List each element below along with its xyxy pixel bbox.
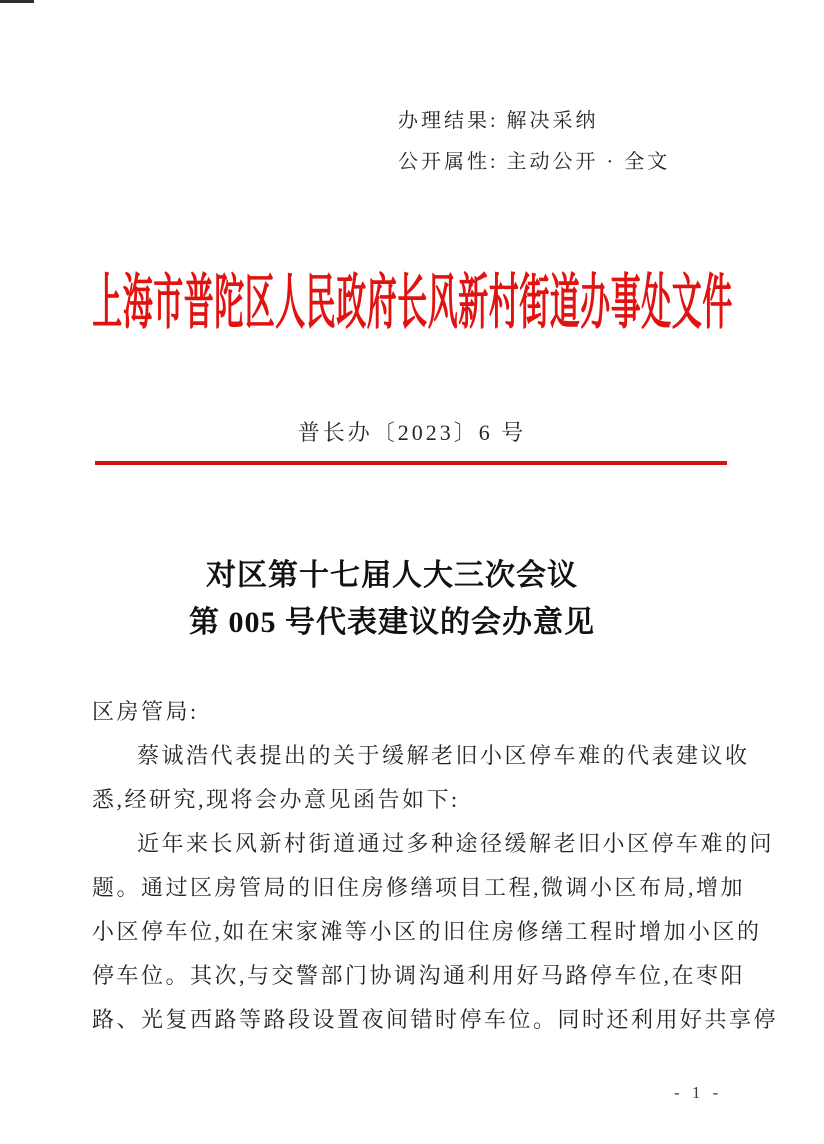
doc-number: 普长办〔2023〕6 号 [297,420,527,445]
red-divider-line [95,461,727,465]
body-line: 题。通过区房管局的旧住房修缮项目工程,微调小区布局,增加 [92,875,746,900]
scan-artifact-mark [0,0,34,3]
body-line: 近年来长风新村街道通过多种途径缓解老旧小区停车难的问 [137,831,775,856]
body-line: 路、光复西路等路段设置夜间错时停车位。同时还利用好共享停 [92,1007,779,1032]
body-line: 小区停车位,如在宋家滩等小区的旧住房修缮工程时增加小区的 [92,919,762,944]
subject-title-line-1: 对区第十七届人大三次会议 [206,559,578,592]
subject-title-line-2: 第 005 号代表建议的会办意见 [189,606,595,639]
meta-result-line: 办理结果: 解决采纳 [398,110,599,132]
meta-publicity-line: 公开属性: 主动公开 · 全文 [398,151,671,173]
page-number: - 1 - [674,1083,723,1102]
subject-title [0,552,784,646]
body-line-salutation: 区房管局: [92,699,199,724]
body-line: 悉,经研究,现将会办意见函告如下: [92,787,460,812]
letterhead-org-title: 上海市普陀区人民政府长风新村街道办事处文件 [91,270,733,336]
body-line: 停车位。其次,与交警部门协调沟通利用好马路停车位,在枣阳 [92,963,746,988]
letterhead [0,266,824,340]
meta-block [398,101,670,183]
body-line: 蔡诚浩代表提出的关于缓解老旧小区停车难的代表建议收 [137,743,750,768]
body-text [92,690,779,1042]
